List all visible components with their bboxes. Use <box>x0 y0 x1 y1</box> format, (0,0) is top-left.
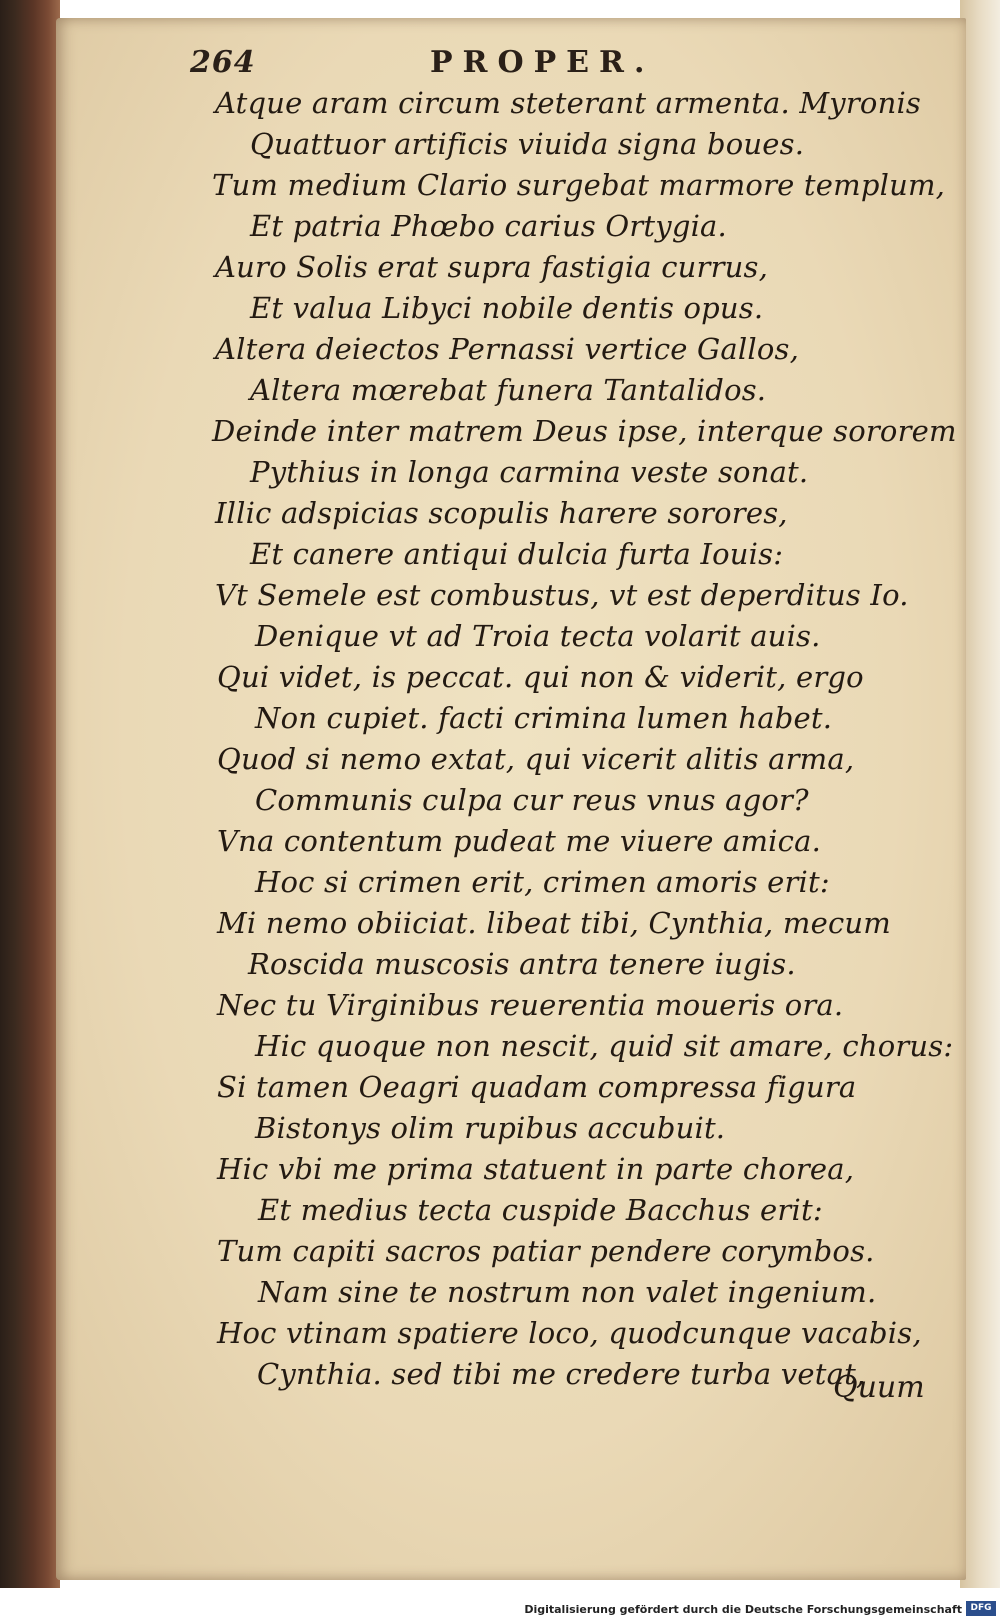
verse-line: Et patria Phœbo carius Ortygia. <box>250 209 727 243</box>
verse-line: Altera mœrebat funera Tantalidos. <box>250 373 767 407</box>
verse-line: Quod si nemo extat, qui vicerit alitis arma, <box>217 742 855 776</box>
page-number: 264 <box>190 45 256 80</box>
verse-line: Nec tu Virginibus reuerentia moueris ora. <box>217 988 844 1022</box>
verse-line: Auro Solis erat supra fastigia currus, <box>215 250 769 284</box>
verse-line: Hic quoque non nescit, quid sit amare, chorus: <box>255 1029 954 1063</box>
running-title: PROPER. <box>430 45 655 80</box>
verse-line: Hic vbi me prima statuent in parte chorea, <box>217 1152 855 1186</box>
verse-line: Illic adspicias scopulis harere sorores, <box>215 496 788 530</box>
verse-line: Quattuor artificis viuida signa boues. <box>250 127 805 161</box>
verse-line: Et valua Libyci nobile dentis opus. <box>250 291 764 325</box>
verse-line: Et canere antiqui dulcia furta Iouis: <box>250 537 784 571</box>
verse-line: Bistonys olim rupibus accubuit. <box>255 1111 726 1145</box>
verse-line: Denique vt ad Troia tecta volarit auis. <box>255 619 821 653</box>
verse-line: Qui videt, is peccat. qui non & viderit, ergo <box>217 660 864 694</box>
verse-line: Hoc vtinam spatiere loco, quodcunque vacabis, <box>217 1316 922 1350</box>
verse-line: Mi nemo obiiciat. libeat tibi, Cynthia, mecum <box>217 906 891 940</box>
verse-line: Nam sine te nostrum non valet ingenium. <box>258 1275 877 1309</box>
dfg-logo-icon: DFG <box>966 1601 996 1616</box>
verse-line: Roscida muscosis antra tenere iugis. <box>248 947 796 981</box>
catchword: Quum <box>833 1370 925 1405</box>
footer-bar <box>0 1588 1000 1623</box>
verse-line: Deinde inter matrem Deus ipse, interque sororem <box>212 414 957 448</box>
verse-line: Pythius in longa carmina veste sonat. <box>250 455 809 489</box>
funding-credit: Digitalisierung gefördert durch die Deutsche Forschungsgemeinschaft <box>524 1603 962 1616</box>
verse-line: Non cupiet. facti crimina lumen habet. <box>255 701 833 735</box>
verse-line: Vna contentum pudeat me viuere amica. <box>217 824 822 858</box>
verse-line: Hoc si crimen erit, crimen amoris erit: <box>255 865 830 899</box>
verse-line: Tum medium Clario surgebat marmore templum, <box>212 168 946 202</box>
verse-line: Si tamen Oeagri quadam compressa figura <box>217 1070 857 1104</box>
verse-line: Communis culpa cur reus vnus agor? <box>255 783 809 817</box>
verse-line: Vt Semele est combustus, vt est deperditus Io. <box>215 578 909 612</box>
verse-line: Cynthia. sed tibi me credere turba vetat, <box>257 1357 866 1391</box>
verse-line: Et medius tecta cuspide Bacchus erit: <box>258 1193 823 1227</box>
verse-line: Atque aram circum steterant armenta. Myronis <box>215 86 922 120</box>
verse-line: Tum capiti sacros patiar pendere corymbos. <box>217 1234 875 1268</box>
verse-line: Altera deiectos Pernassi vertice Gallos, <box>215 332 800 366</box>
